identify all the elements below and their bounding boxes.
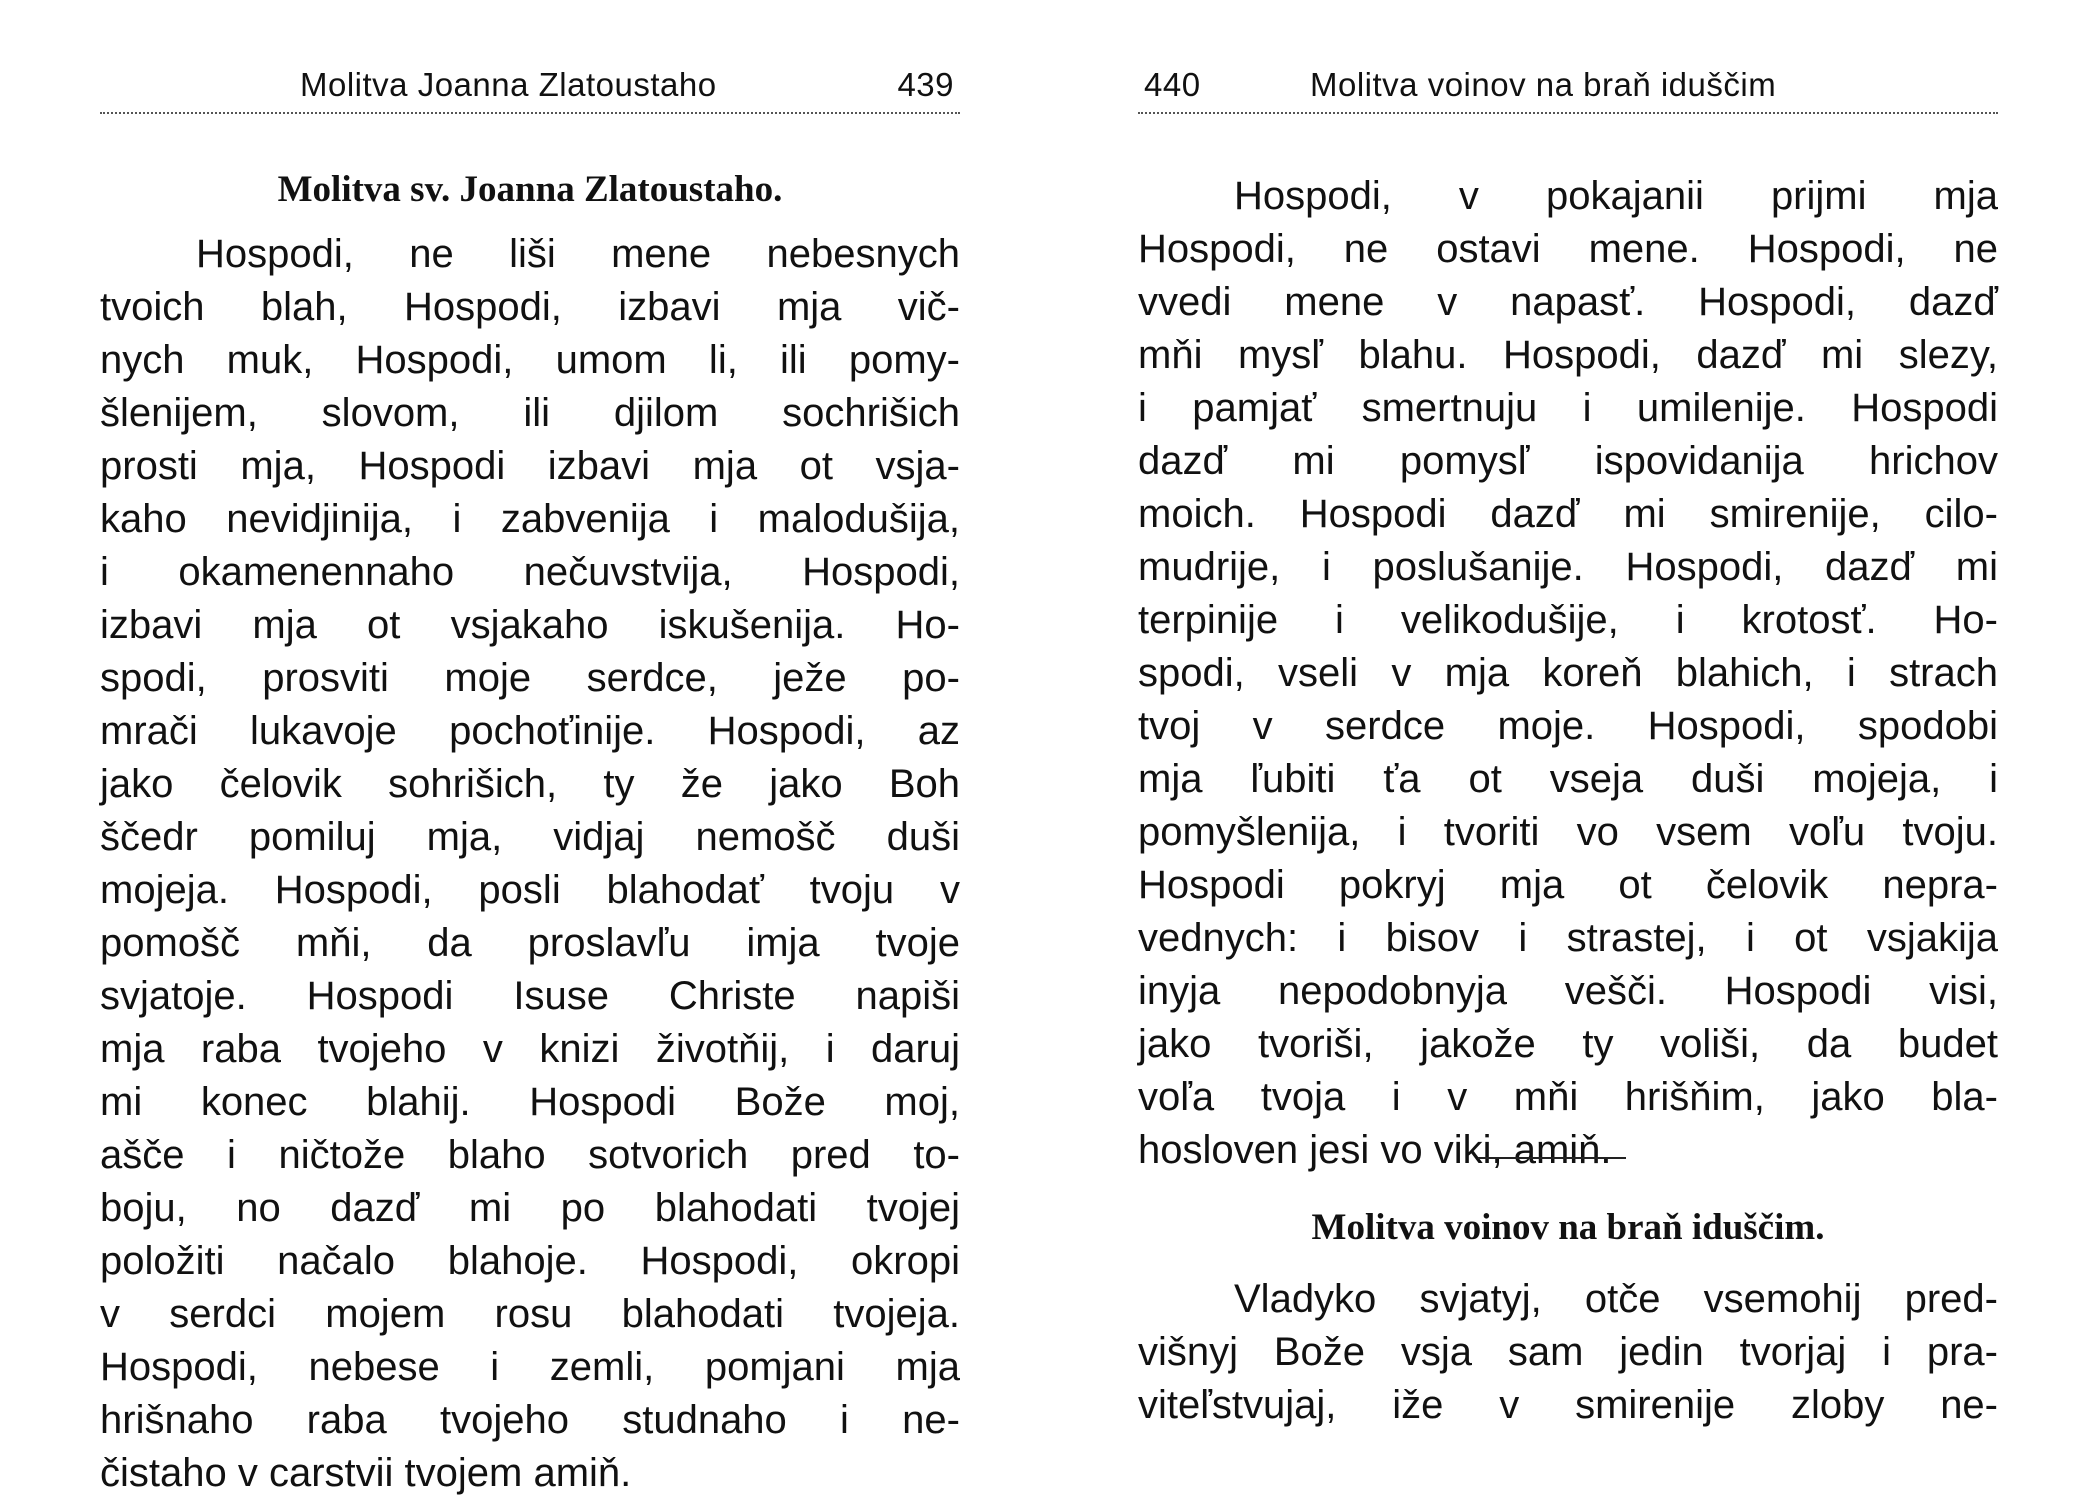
text-line: pomošč mňi, da proslavľu imja tvoje [100,921,960,965]
text-line: v serdci mojem rosu blahodati tvojeja. [100,1292,960,1336]
left-page [100,0,960,1500]
left-running-head [100,62,960,112]
text-line: mojeja. Hospodi, posli blahodať tvoju v [100,868,960,912]
text-line: kaho nevidjinija, i zabvenija i malodušija, [100,497,960,541]
text-line: voľa tvoja i v mňi hrišňim, jako bla- [1138,1075,1998,1119]
left-running-title: Molitva Joanna Zlatoustaho [300,66,717,103]
text-line: ščedr pomiluj mja, vidjaj nemošč duši [100,815,960,859]
text-line: viteľstvujaj, iže v smirenije zloby ne- [1138,1383,1998,1427]
text-line: mja ľubiti ťa ot vseja duši mojeja, i [1138,757,1998,801]
text-line: mudrije, i poslušanije. Hospodi, dazď mi [1138,545,1998,589]
text-line: mrači lukavoje pochoťinije. Hospodi, az [100,709,960,753]
text-line: prosti mja, Hospodi izbavi mja ot vsja- [100,444,960,488]
text-line: terpinije i velikodušije, i krotosť. Ho- [1138,598,1998,642]
text-line: šlenijem, slovom, ili djilom sochrišich [100,391,960,435]
text-line: i okamenennaho nečuvstvija, Hospodi, [100,550,960,594]
right-page-number: 440 [1144,66,1201,103]
text-line: mja raba tvojeho v knizi životňij, i daruj [100,1027,960,1071]
text-line: dazď mi pomysľ ispovidanija hrichov [1138,439,1998,483]
text-line: inyja nepodobnyja vešči. Hospodi visi, [1138,969,1998,1013]
right-header-rule [1138,112,1998,114]
text-line: vednych: i bisov i strastej, i ot vsjakija [1138,916,1998,960]
text-line: tvoj v serdce moje. Hospodi, spodobi [1138,704,1998,748]
text-line: hosloven jesi vo viki, amiň. [1138,1128,1612,1172]
text-line: pomyšlenija, i tvoriti vo vsem voľu tvoju. [1138,810,1998,854]
text-line: mi konec blahij. Hospodi Bože moj, [100,1080,960,1124]
text-line: čistaho v carstvii tvojem amiň. [100,1451,632,1495]
text-line: Hospodi, ne liši mene nebesnych [196,232,960,276]
text-line: višnyj Bože vsja sam jedin tvorjaj i pra- [1138,1330,1998,1374]
text-line: nych muk, Hospodi, umom li, ili pomy- [100,338,960,382]
text-line: hrišnaho raba tvojeho studnaho i ne- [100,1398,960,1442]
right-running-head [1138,62,1998,112]
text-line: i pamjať smertnuju i umilenije. Hospodi [1138,386,1998,430]
text-line: jako čelovik sohrišich, ty že jako Boh [100,762,960,806]
text-line: spodi, vseli v mja koreň blahich, i strach [1138,651,1998,695]
text-line: spodi, prosviti moje serdce, ježe po- [100,656,960,700]
text-line: položiti načalo blahoje. Hospodi, okropi [100,1239,960,1283]
text-line: Hospodi, nebese i zemli, pomjani mja [100,1345,960,1389]
text-line: ašče i ničtože blaho sotvorich pred to- [100,1133,960,1177]
right-page [1138,0,1998,1500]
section-separator [1478,1157,1626,1159]
text-line: izbavi mja ot vsjakaho iskušenija. Ho- [100,603,960,647]
text-line: Hospodi, ne ostavi mene. Hospodi, ne [1138,227,1998,271]
right-second-body-text [1138,1273,1998,1432]
text-line: moich. Hospodi dazď mi smirenije, cilo- [1138,492,1998,536]
text-line: jako tvoriši, jakože ty voliši, da budet [1138,1022,1998,1066]
text-line: svjatoje. Hospodi Isuse Christe napiši [100,974,960,1018]
left-page-number: 439 [897,66,954,103]
text-line: tvoich blah, Hospodi, izbavi mja vič- [100,285,960,329]
text-line: boju, no dazď mi po blahodati tvojej [100,1186,960,1230]
text-line: mňi mysľ blahu. Hospodi, dazď mi slezy, [1138,333,1998,377]
right-running-title: Molitva voinov na braň iduščim [1310,66,1777,103]
left-body-text [100,228,960,1500]
text-line: Hospodi pokryj mja ot čelovik nepra- [1138,863,1998,907]
left-heading: Molitva sv. Joanna Zlatoustaho. [277,169,783,210]
right-heading: Molitva voinov na braň iduščim. [1311,1207,1825,1248]
text-line: Vladyko svjatyj, otče vsemohij pred- [1234,1277,1998,1321]
right-body-text [1138,170,1998,1177]
left-header-rule [100,112,960,114]
text-line: Hospodi, v pokajanii prijmi mja [1234,174,1998,218]
text-line: vvedi mene v napasť. Hospodi, dazď [1138,280,1998,324]
